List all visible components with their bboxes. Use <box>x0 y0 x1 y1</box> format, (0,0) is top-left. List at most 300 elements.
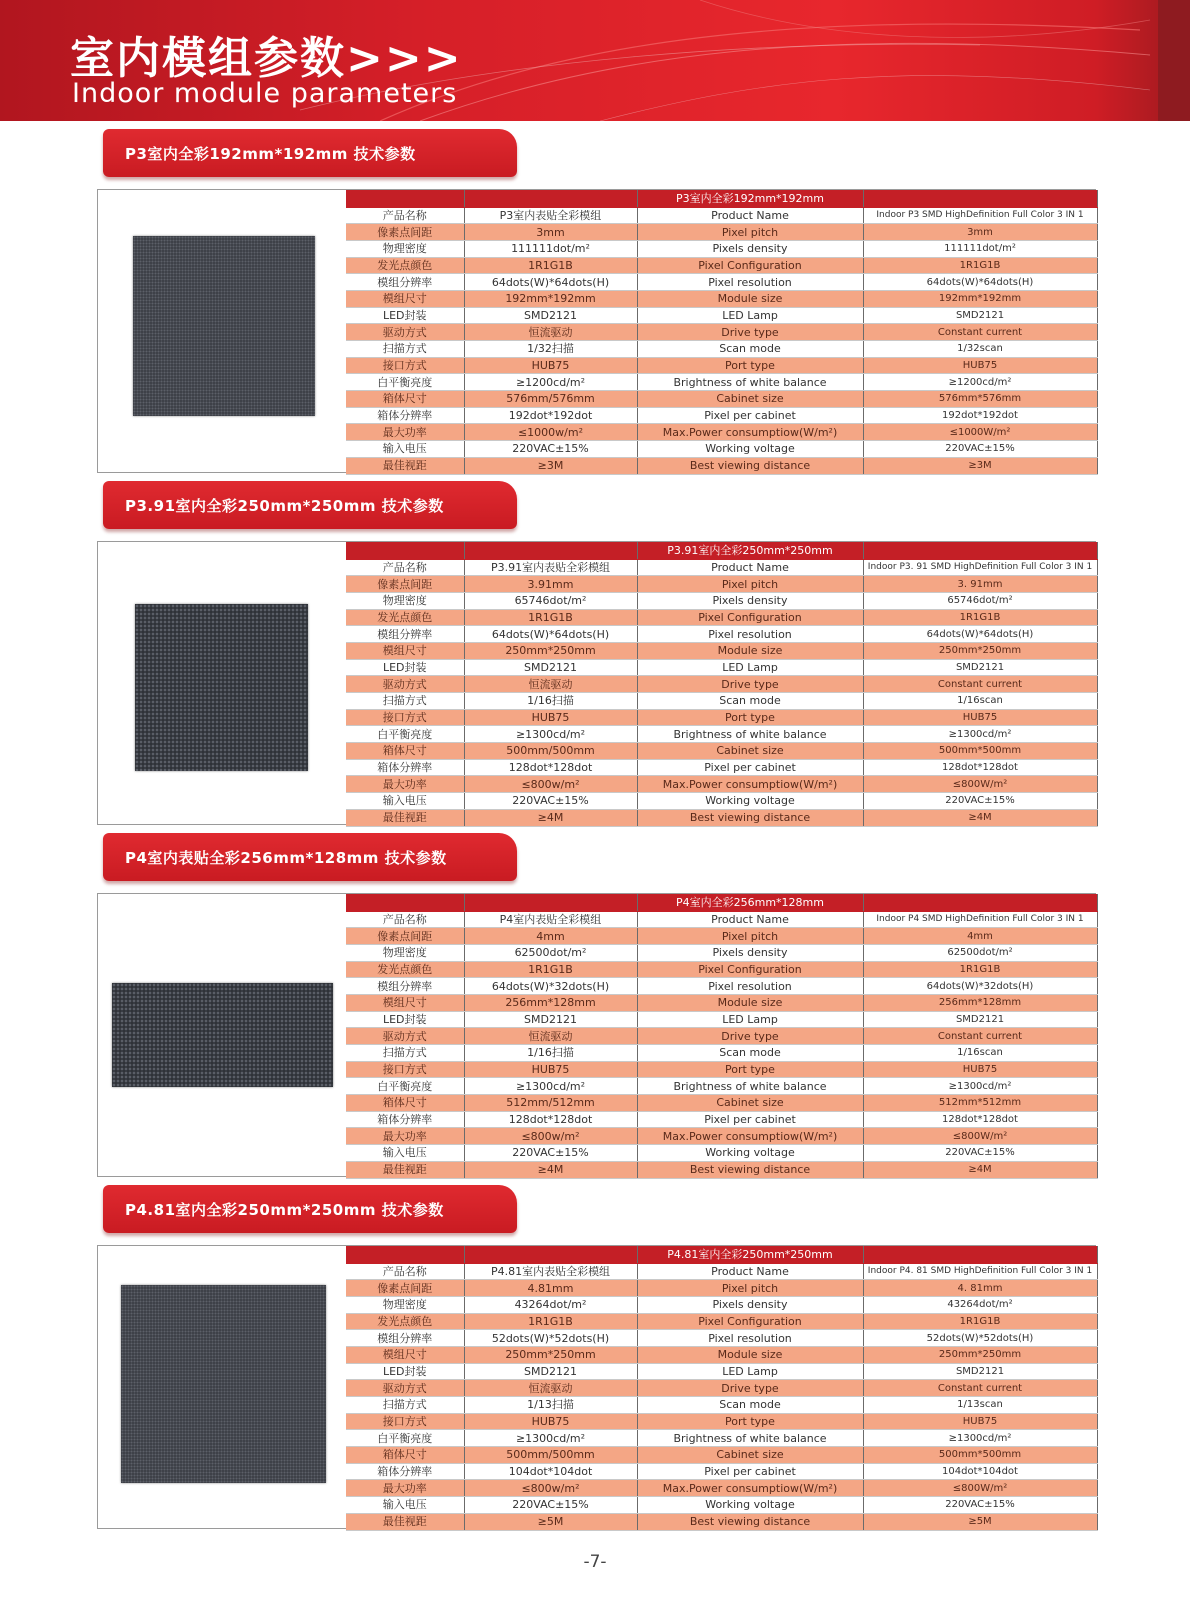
row-label-cn: 像素点间距 <box>346 224 464 241</box>
table-row <box>346 1045 1097 1062</box>
row-label-en: Pixel per cabinet <box>637 759 863 776</box>
table-row <box>346 1161 1097 1178</box>
value-en: Constant current <box>863 1028 1097 1045</box>
value-en: ≥3M <box>863 457 1097 474</box>
spec-table <box>346 190 1098 475</box>
value-cn: ≥4M <box>464 1161 637 1178</box>
value-en: 220VAC±15% <box>863 1145 1097 1162</box>
value-en: SMD2121 <box>863 307 1097 324</box>
value-en: ≥1300cd/m² <box>863 1078 1097 1095</box>
row-label-en: Port type <box>637 1413 863 1430</box>
table-row <box>346 944 1097 961</box>
value-en: 111111dot/m² <box>863 240 1097 257</box>
table-row <box>346 1061 1097 1078</box>
row-label-cn: 输入电压 <box>346 1497 464 1514</box>
value-en: 250mm*250mm <box>863 1346 1097 1363</box>
value-en: HUB75 <box>863 357 1097 374</box>
row-label-en: Product Name <box>637 559 863 576</box>
row-label-cn: 箱体尺寸 <box>346 743 464 760</box>
value-cn: 1/13扫描 <box>464 1397 637 1414</box>
row-label-en: Max.Power consumptiow(W/m²) <box>637 1480 863 1497</box>
value-cn: ≤800w/m² <box>464 776 637 793</box>
row-label-en: Module size <box>637 290 863 307</box>
row-label-en: Scan mode <box>637 1045 863 1062</box>
value-en: 576mm*576mm <box>863 391 1097 408</box>
row-label-en: Pixel resolution <box>637 978 863 995</box>
row-label-cn: 模组分辨率 <box>346 1330 464 1347</box>
value-en: Indoor P3 SMD HighDefinition Full Color 3 IN 1 <box>863 207 1097 224</box>
value-cn: ≥1300cd/m² <box>464 1078 637 1095</box>
value-en: 256mm*128mm <box>863 994 1097 1011</box>
value-cn: 128dot*128dot <box>464 759 637 776</box>
table-row <box>346 994 1097 1011</box>
value-en: Constant current <box>863 324 1097 341</box>
row-label-cn: LED封装 <box>346 307 464 324</box>
value-en: ≥1200cd/m² <box>863 374 1097 391</box>
value-cn: HUB75 <box>464 1413 637 1430</box>
value-en: 4mm <box>863 928 1097 945</box>
row-label-en: Working voltage <box>637 1145 863 1162</box>
value-en: SMD2121 <box>863 659 1097 676</box>
value-cn: HUB75 <box>464 1061 637 1078</box>
value-cn: 52dots(W)*52dots(H) <box>464 1330 637 1347</box>
row-label-cn: 箱体分辨率 <box>346 407 464 424</box>
value-cn: 65746dot/m² <box>464 592 637 609</box>
value-cn: 500mm/500mm <box>464 1447 637 1464</box>
row-label-en: Best viewing distance <box>637 809 863 826</box>
table-row <box>346 809 1097 826</box>
value-cn: ≥1300cd/m² <box>464 726 637 743</box>
table-row <box>346 1430 1097 1447</box>
row-label-cn: 像素点间距 <box>346 928 464 945</box>
table-row <box>346 559 1097 576</box>
value-en: 52dots(W)*52dots(H) <box>863 1330 1097 1347</box>
row-label-en: LED Lamp <box>637 1363 863 1380</box>
value-en: 500mm*500mm <box>863 743 1097 760</box>
table-row <box>346 709 1097 726</box>
table-row <box>346 978 1097 995</box>
table-row <box>346 1263 1097 1280</box>
table-row <box>346 609 1097 626</box>
value-en: 220VAC±15% <box>863 1497 1097 1514</box>
value-en: 1R1G1B <box>863 1313 1097 1330</box>
table-title: P3室内全彩192mm*192mm <box>637 190 863 207</box>
row-label-cn: 模组分辨率 <box>346 626 464 643</box>
row-label-cn: 发光点颜色 <box>346 609 464 626</box>
table-header-blank <box>464 1246 637 1263</box>
table-title: P3.91室内全彩250mm*250mm <box>637 542 863 559</box>
value-cn: P4.81室内表贴全彩模组 <box>464 1263 637 1280</box>
row-label-cn: 最佳视距 <box>346 457 464 474</box>
row-label-cn: 像素点间距 <box>346 1280 464 1297</box>
value-en: 220VAC±15% <box>863 793 1097 810</box>
row-label-cn: 模组尺寸 <box>346 290 464 307</box>
value-cn: SMD2121 <box>464 307 637 324</box>
value-en: ≥1300cd/m² <box>863 726 1097 743</box>
value-en: 1/16scan <box>863 1045 1097 1062</box>
page-title-cn: 室内模组参数>>> <box>70 33 463 84</box>
row-label-en: Cabinet size <box>637 1095 863 1112</box>
table-header-blank <box>346 1246 464 1263</box>
row-label-cn: 扫描方式 <box>346 341 464 358</box>
table-row <box>346 441 1097 458</box>
value-cn: 192dot*192dot <box>464 407 637 424</box>
row-label-en: Product Name <box>637 1263 863 1280</box>
row-label-en: Brightness of white balance <box>637 1078 863 1095</box>
table-row <box>346 676 1097 693</box>
row-label-cn: 驱动方式 <box>346 676 464 693</box>
row-label-en: Pixel pitch <box>637 928 863 945</box>
row-label-en: Pixel Configuration <box>637 961 863 978</box>
value-cn: ≥1300cd/m² <box>464 1430 637 1447</box>
value-cn: 恒流驱动 <box>464 676 637 693</box>
value-cn: 1R1G1B <box>464 257 637 274</box>
table-header-blank <box>346 190 464 207</box>
row-label-cn: 接口方式 <box>346 1413 464 1430</box>
row-label-cn: 白平衡亮度 <box>346 1078 464 1095</box>
table-row <box>346 391 1097 408</box>
row-label-en: Drive type <box>637 1028 863 1045</box>
value-en: 64dots(W)*64dots(H) <box>863 274 1097 291</box>
row-label-cn: 模组分辨率 <box>346 978 464 995</box>
row-label-cn: LED封装 <box>346 1011 464 1028</box>
table-row <box>346 1280 1097 1297</box>
row-label-cn: LED封装 <box>346 1363 464 1380</box>
value-cn: 250mm*250mm <box>464 1346 637 1363</box>
table-header-blank <box>863 542 1097 559</box>
row-label-cn: 接口方式 <box>346 1061 464 1078</box>
spec-table <box>346 542 1098 827</box>
row-label-en: Pixel pitch <box>637 224 863 241</box>
table-row <box>346 1296 1097 1313</box>
value-cn: 4mm <box>464 928 637 945</box>
row-label-cn: 最佳视距 <box>346 809 464 826</box>
table-row <box>346 759 1097 776</box>
row-label-en: Pixel resolution <box>637 1330 863 1347</box>
row-label-en: Pixel per cabinet <box>637 407 863 424</box>
value-en: HUB75 <box>863 1061 1097 1078</box>
row-label-cn: 箱体尺寸 <box>346 1095 464 1112</box>
section-title-tab: P3.91室内全彩250mm*250mm 技术参数 <box>103 481 517 529</box>
row-label-en: Working voltage <box>637 793 863 810</box>
value-cn: 111111dot/m² <box>464 240 637 257</box>
value-cn: 104dot*104dot <box>464 1463 637 1480</box>
row-label-en: Working voltage <box>637 441 863 458</box>
table-row <box>346 290 1097 307</box>
row-label-cn: 模组尺寸 <box>346 642 464 659</box>
row-label-cn: 最大功率 <box>346 1480 464 1497</box>
table-row <box>346 341 1097 358</box>
row-label-en: Port type <box>637 709 863 726</box>
row-label-en: Pixel pitch <box>637 576 863 593</box>
value-cn: 192mm*192mm <box>464 290 637 307</box>
value-en: 43264dot/m² <box>863 1296 1097 1313</box>
row-label-cn: 发光点颜色 <box>346 257 464 274</box>
value-en: 1R1G1B <box>863 609 1097 626</box>
value-cn: 220VAC±15% <box>464 441 637 458</box>
value-cn: 3mm <box>464 224 637 241</box>
row-label-cn: 白平衡亮度 <box>346 374 464 391</box>
row-label-en: LED Lamp <box>637 1011 863 1028</box>
value-en: 192mm*192mm <box>863 290 1097 307</box>
row-label-en: Brightness of white balance <box>637 726 863 743</box>
row-label-cn: 扫描方式 <box>346 693 464 710</box>
table-row <box>346 726 1097 743</box>
value-en: 250mm*250mm <box>863 642 1097 659</box>
row-label-en: Product Name <box>637 911 863 928</box>
row-label-cn: 箱体分辨率 <box>346 1111 464 1128</box>
table-row <box>346 407 1097 424</box>
value-en: ≤800W/m² <box>863 776 1097 793</box>
row-label-cn: 箱体分辨率 <box>346 1463 464 1480</box>
row-label-cn: 产品名称 <box>346 911 464 928</box>
table-row <box>346 1078 1097 1095</box>
value-cn: 1R1G1B <box>464 961 637 978</box>
table-row <box>346 1011 1097 1028</box>
value-en: Indoor P3. 91 SMD HighDefinition Full Color 3 IN 1 <box>863 559 1097 576</box>
row-label-en: Scan mode <box>637 341 863 358</box>
table-title: P4.81室内全彩250mm*250mm <box>637 1246 863 1263</box>
row-label-en: Working voltage <box>637 1497 863 1514</box>
row-label-en: Best viewing distance <box>637 1161 863 1178</box>
value-cn: 恒流驱动 <box>464 1380 637 1397</box>
value-en: ≥5M <box>863 1513 1097 1530</box>
value-cn: 512mm/512mm <box>464 1095 637 1112</box>
value-cn: 500mm/500mm <box>464 743 637 760</box>
value-en: 128dot*128dot <box>863 1111 1097 1128</box>
row-label-en: Module size <box>637 642 863 659</box>
table-row <box>346 961 1097 978</box>
value-cn: P4室内表贴全彩模组 <box>464 911 637 928</box>
table-row <box>346 793 1097 810</box>
value-cn: 恒流驱动 <box>464 324 637 341</box>
value-en: 3. 91mm <box>863 576 1097 593</box>
table-row <box>346 911 1097 928</box>
led-module-image <box>133 236 315 416</box>
row-label-cn: 模组分辨率 <box>346 274 464 291</box>
row-label-en: Drive type <box>637 1380 863 1397</box>
value-cn: 220VAC±15% <box>464 793 637 810</box>
row-label-cn: 箱体尺寸 <box>346 391 464 408</box>
table-row <box>346 374 1097 391</box>
table-header-blank <box>863 894 1097 911</box>
table-row <box>346 1095 1097 1112</box>
table-row <box>346 257 1097 274</box>
table-row <box>346 1397 1097 1414</box>
row-label-en: Scan mode <box>637 1397 863 1414</box>
value-en: HUB75 <box>863 1413 1097 1430</box>
section-title-tab: P4.81室内全彩250mm*250mm 技术参数 <box>103 1185 517 1233</box>
table-header-blank <box>464 542 637 559</box>
table-row <box>346 1028 1097 1045</box>
row-label-en: Port type <box>637 357 863 374</box>
row-label-en: Pixel per cabinet <box>637 1111 863 1128</box>
value-en: SMD2121 <box>863 1011 1097 1028</box>
row-label-cn: 扫描方式 <box>346 1045 464 1062</box>
row-label-en: Brightness of white balance <box>637 374 863 391</box>
value-cn: ≥1200cd/m² <box>464 374 637 391</box>
row-label-en: Cabinet size <box>637 1447 863 1464</box>
value-cn: 256mm*128mm <box>464 994 637 1011</box>
table-row <box>346 1330 1097 1347</box>
banner-right-stripe <box>1158 0 1190 121</box>
value-en: ≥1300cd/m² <box>863 1430 1097 1447</box>
row-label-en: LED Lamp <box>637 659 863 676</box>
value-cn: 576mm/576mm <box>464 391 637 408</box>
row-label-en: Pixel resolution <box>637 626 863 643</box>
row-label-cn: 产品名称 <box>346 559 464 576</box>
table-row <box>346 307 1097 324</box>
table-row <box>346 1463 1097 1480</box>
value-en: 64dots(W)*32dots(H) <box>863 978 1097 995</box>
row-label-en: Cabinet size <box>637 391 863 408</box>
value-cn: 250mm*250mm <box>464 642 637 659</box>
row-label-cn: 最佳视距 <box>346 1513 464 1530</box>
value-cn: 220VAC±15% <box>464 1497 637 1514</box>
value-en: 104dot*104dot <box>863 1463 1097 1480</box>
row-label-cn: 发光点颜色 <box>346 961 464 978</box>
value-cn: P3.91室内表贴全彩模组 <box>464 559 637 576</box>
table-row <box>346 207 1097 224</box>
value-en: ≤800W/m² <box>863 1128 1097 1145</box>
value-en: ≥4M <box>863 809 1097 826</box>
table-title: P4室内全彩256mm*128mm <box>637 894 863 911</box>
value-cn: SMD2121 <box>464 659 637 676</box>
row-label-en: Pixels density <box>637 240 863 257</box>
value-en: ≤1000W/m² <box>863 424 1097 441</box>
value-cn: ≥5M <box>464 1513 637 1530</box>
row-label-en: Scan mode <box>637 693 863 710</box>
row-label-cn: 驱动方式 <box>346 1380 464 1397</box>
value-cn: 64dots(W)*32dots(H) <box>464 978 637 995</box>
value-cn: 4.81mm <box>464 1280 637 1297</box>
row-label-cn: 物理密度 <box>346 240 464 257</box>
table-row <box>346 1513 1097 1530</box>
row-label-en: Drive type <box>637 324 863 341</box>
spec-table <box>346 894 1098 1179</box>
table-row <box>346 357 1097 374</box>
table-header-blank <box>464 190 637 207</box>
row-label-en: Brightness of white balance <box>637 1430 863 1447</box>
value-cn: SMD2121 <box>464 1011 637 1028</box>
row-label-cn: 驱动方式 <box>346 324 464 341</box>
table-row <box>346 776 1097 793</box>
row-label-cn: 白平衡亮度 <box>346 1430 464 1447</box>
row-label-cn: 物理密度 <box>346 944 464 961</box>
row-label-en: Max.Power consumptiow(W/m²) <box>637 1128 863 1145</box>
value-en: Indoor P4. 81 SMD HighDefinition Full Color 3 IN 1 <box>863 1263 1097 1280</box>
table-row <box>346 457 1097 474</box>
row-label-cn: 最大功率 <box>346 776 464 793</box>
row-label-en: Pixels density <box>637 944 863 961</box>
row-label-cn: 模组尺寸 <box>346 1346 464 1363</box>
row-label-cn: 接口方式 <box>346 709 464 726</box>
value-en: 128dot*128dot <box>863 759 1097 776</box>
value-en: HUB75 <box>863 709 1097 726</box>
value-en: 1/32scan <box>863 341 1097 358</box>
row-label-en: Cabinet size <box>637 743 863 760</box>
value-en: 4. 81mm <box>863 1280 1097 1297</box>
header-banner <box>0 0 1190 121</box>
value-en: SMD2121 <box>863 1363 1097 1380</box>
value-cn: HUB75 <box>464 357 637 374</box>
row-label-en: Drive type <box>637 676 863 693</box>
value-cn: 1/16扫描 <box>464 1045 637 1062</box>
value-cn: 1/32扫描 <box>464 341 637 358</box>
value-en: 1R1G1B <box>863 257 1097 274</box>
value-cn: 62500dot/m² <box>464 944 637 961</box>
value-cn: 220VAC±15% <box>464 1145 637 1162</box>
row-label-en: Max.Power consumptiow(W/m²) <box>637 424 863 441</box>
table-row <box>346 1363 1097 1380</box>
section-title-tab: P4室内表贴全彩256mm*128mm 技术参数 <box>103 833 517 881</box>
row-label-cn: 输入电压 <box>346 1145 464 1162</box>
value-en: Indoor P4 SMD HighDefinition Full Color 3 IN 1 <box>863 911 1097 928</box>
value-cn: P3室内表贴全彩模组 <box>464 207 637 224</box>
value-cn: 3.91mm <box>464 576 637 593</box>
spec-table <box>346 1246 1098 1531</box>
row-label-cn: 产品名称 <box>346 207 464 224</box>
value-en: 512mm*512mm <box>863 1095 1097 1112</box>
table-row <box>346 240 1097 257</box>
table-row <box>346 1480 1097 1497</box>
row-label-cn: 最大功率 <box>346 1128 464 1145</box>
value-en: 1R1G1B <box>863 961 1097 978</box>
value-cn: ≤800w/m² <box>464 1128 637 1145</box>
table-header-blank <box>863 190 1097 207</box>
value-en: ≥4M <box>863 1161 1097 1178</box>
table-header-blank <box>346 894 464 911</box>
row-label-cn: 箱体分辨率 <box>346 759 464 776</box>
value-en: Constant current <box>863 676 1097 693</box>
row-label-en: Pixel per cabinet <box>637 1463 863 1480</box>
row-label-cn: 物理密度 <box>346 592 464 609</box>
table-row <box>346 1447 1097 1464</box>
table-row <box>346 324 1097 341</box>
value-cn: 128dot*128dot <box>464 1111 637 1128</box>
value-cn: HUB75 <box>464 709 637 726</box>
value-cn: ≤1000w/m² <box>464 424 637 441</box>
row-label-en: Port type <box>637 1061 863 1078</box>
value-en: 220VAC±15% <box>863 441 1097 458</box>
value-cn: 1R1G1B <box>464 1313 637 1330</box>
value-cn: 43264dot/m² <box>464 1296 637 1313</box>
row-label-en: Pixel pitch <box>637 1280 863 1297</box>
row-label-en: Max.Power consumptiow(W/m²) <box>637 776 863 793</box>
value-cn: SMD2121 <box>464 1363 637 1380</box>
value-cn: ≥4M <box>464 809 637 826</box>
value-cn: 1/16扫描 <box>464 693 637 710</box>
table-row <box>346 1313 1097 1330</box>
table-row <box>346 224 1097 241</box>
page-number: -7- <box>583 1552 607 1572</box>
row-label-en: Pixels density <box>637 592 863 609</box>
row-label-en: Pixel Configuration <box>637 1313 863 1330</box>
row-label-en: Module size <box>637 1346 863 1363</box>
row-label-cn: 最佳视距 <box>346 1161 464 1178</box>
row-label-cn: 输入电压 <box>346 441 464 458</box>
row-label-en: Product Name <box>637 207 863 224</box>
row-label-en: Pixel Configuration <box>637 609 863 626</box>
table-row <box>346 1111 1097 1128</box>
row-label-en: LED Lamp <box>637 307 863 324</box>
table-row <box>346 592 1097 609</box>
table-row <box>346 642 1097 659</box>
table-row <box>346 1413 1097 1430</box>
row-label-cn: 产品名称 <box>346 1263 464 1280</box>
value-en: 1/16scan <box>863 693 1097 710</box>
row-label-en: Pixel Configuration <box>637 257 863 274</box>
